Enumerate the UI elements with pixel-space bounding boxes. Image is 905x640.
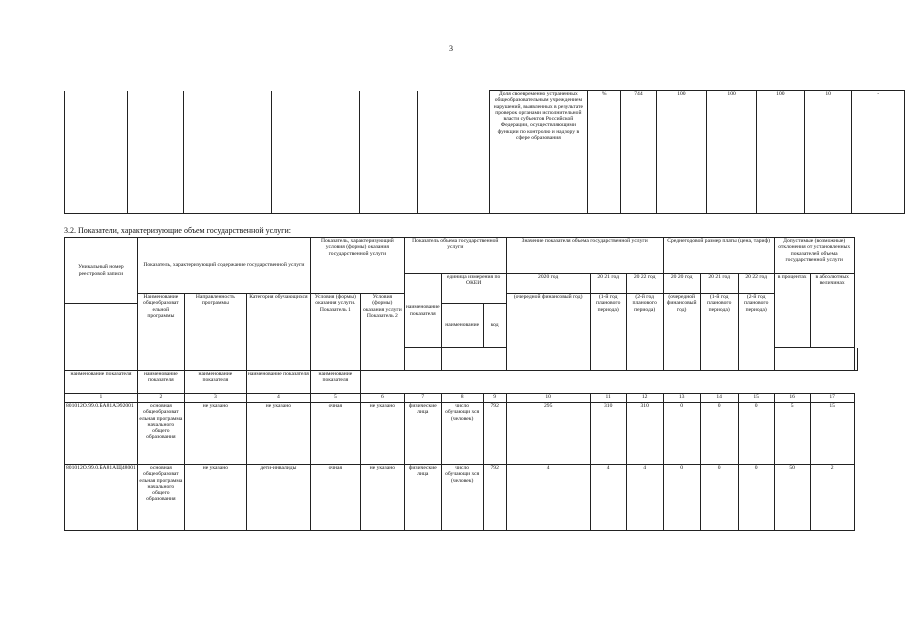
column-number: 8: [441, 394, 483, 403]
condition2-cell: не указано: [360, 403, 404, 465]
category-cell: не указано: [246, 403, 310, 465]
condition-name-1: наименование показателя: [246, 371, 310, 394]
price-2022-header: 20 22 год: [738, 274, 774, 294]
deviation-percent: 10: [804, 91, 852, 214]
value-2021: 100: [707, 91, 757, 214]
value-2020-cell: 295: [506, 403, 590, 465]
deviation-spacer: [854, 348, 857, 371]
condition-name-2: наименование показателя: [310, 371, 360, 394]
direction-cell: не указано: [184, 465, 246, 531]
price-2020-cell: 0: [663, 465, 700, 531]
unique-number-cell: 801012О.99.0.БА81АЩ48001: [65, 465, 138, 531]
code-cell: 792: [483, 403, 506, 465]
empty-cell: [359, 91, 417, 214]
deviation-absolute-cell: 2: [810, 465, 854, 531]
condition2-cell: не указано: [360, 465, 404, 531]
column-number: 4: [246, 394, 310, 403]
content-name-2: наименование показателя: [137, 371, 184, 394]
column-number: 9: [483, 394, 506, 403]
content-col1-header: Наименование общеобразоват ельной программы: [137, 294, 184, 371]
unit-spacer: [441, 348, 506, 371]
empty-cell: [417, 91, 489, 214]
deviation-group-header: Допустимые (возможные) отклонения от установленных показателей объема государственной услуги: [774, 238, 854, 274]
unique-number-header: Уникальный номер реестровой записи: [65, 238, 138, 304]
volume-name-spacer: [404, 348, 441, 371]
price-2022-sub-header: (2-й год планового периода): [738, 294, 774, 371]
price-2021-header: 20 21 год: [700, 274, 738, 294]
program-cell: основная общеобразоват ельная программа начального общего образования: [137, 403, 184, 465]
page-number: 3: [449, 44, 453, 53]
content-group-header: Показатель, характеризующий содержание государственной услуги: [137, 238, 310, 294]
value-2021-cell: 4: [590, 465, 626, 531]
column-number: 6: [360, 394, 404, 403]
year-2020-header: 2020 год: [506, 274, 590, 294]
deviation-percent-header: в процентах: [774, 274, 810, 348]
unit-okei-header: единица измерения по ОКЕИ: [441, 274, 506, 304]
deviation-percent-cell: 50: [774, 465, 810, 531]
okei-code: 744: [621, 91, 656, 214]
program-cell: основная общеобразоват ельная программа начального общего образования: [137, 465, 184, 531]
indicator-name: Доля своевременно устраненных общеобразовательным учреждением нарушений, выявленных в результате проверок органами исполнительной власти субъектов Российской Федерации, осуществляющими функции по контролю и надзору в сфере образования: [489, 91, 588, 214]
price-group-header: Среднегодовой размер платы (цена, тариф): [663, 238, 774, 274]
category-cell: дети-инвалиды: [246, 465, 310, 531]
price-2022-cell: 0: [738, 403, 774, 465]
deviation-absolute-cell: 15: [810, 403, 854, 465]
value-2020: 100: [656, 91, 707, 214]
column-number: 13: [663, 394, 700, 403]
value-2022: 100: [756, 91, 804, 214]
unit-cell: число обучающи хся (человек): [441, 465, 483, 531]
column-number: 15: [738, 394, 774, 403]
content-col2-header: Направленность программы: [184, 294, 246, 371]
price-2021-cell: 0: [700, 403, 738, 465]
header-row-names: [65, 371, 858, 394]
price-2021-sub-header: (1-й год планового периода): [700, 294, 738, 371]
year-2021-sub-header: (1-й год планового периода): [590, 294, 626, 371]
value-2022-cell: 4: [626, 465, 663, 531]
deviation-absolute-header: в абсолютных величинах: [810, 274, 854, 348]
deviation-percent-cell: 5: [774, 403, 810, 465]
unit-cell: число обучающи хся (человек): [441, 403, 483, 465]
column-numbers-row: [65, 394, 858, 403]
code-cell: 792: [483, 465, 506, 531]
unique-number-spacer: [65, 304, 138, 371]
value-2020-cell: 4: [506, 465, 590, 531]
column-number: 3: [184, 394, 246, 403]
column-number: 10: [506, 394, 590, 403]
unit-name-header: наименование: [441, 304, 483, 348]
year-2020-sub-header: (очередной финансовый год): [506, 294, 590, 371]
column-number: 17: [810, 394, 854, 403]
value-2021-cell: 310: [590, 403, 626, 465]
empty-cell: [128, 91, 184, 214]
conditions-group-header: Показатель, характеризующий условия (формы) оказания государственной услуги: [310, 238, 404, 294]
year-2022-header: 20 22 год: [626, 274, 663, 294]
price-2022-cell: 0: [738, 465, 774, 531]
table-row: [65, 403, 858, 465]
deviation-absolute: -: [852, 91, 905, 214]
table-row: [65, 91, 905, 214]
unit-code-header: код: [483, 304, 506, 348]
section-title: 3.2. Показатели, характеризующие объем государственной услуги:: [64, 226, 291, 235]
value-group-header: Значение показателя объема государственной услуги: [506, 238, 663, 274]
year-2021-header: 20 21 год: [590, 274, 626, 294]
unit-cell: %: [588, 91, 621, 214]
content-name-3: наименование показателя: [184, 371, 246, 394]
column-number: 7: [404, 394, 441, 403]
condition-col2-header: Условия (формы) оказания услуги Показатель 2: [360, 294, 404, 371]
table-row: [65, 465, 858, 531]
form-cell: очная: [310, 403, 360, 465]
unique-number-cell: 801012О.99.0.БА81АЭ92001: [65, 403, 138, 465]
quality-indicators-table-continuation: [64, 90, 905, 214]
empty-cell: [184, 91, 272, 214]
column-number: 14: [700, 394, 738, 403]
recipients-cell: физические лица: [404, 403, 441, 465]
column-number: 1: [65, 394, 138, 403]
recipients-cell: физические лица: [404, 465, 441, 531]
year-2022-sub-header: (2-й год планового периода): [626, 294, 663, 371]
empty-cell: [272, 91, 359, 214]
column-number: 2: [137, 394, 184, 403]
volume-name-header: наименование показателя: [404, 274, 441, 348]
content-name-1: наименование показателя: [65, 371, 138, 394]
values-spacer: [774, 348, 854, 371]
price-2021-cell: 0: [700, 465, 738, 531]
column-number: 5: [310, 394, 360, 403]
volume-indicators-table: [64, 237, 858, 531]
volume-group-header: Показатель объема государственной услуги: [404, 238, 506, 274]
price-2020-cell: 0: [663, 403, 700, 465]
condition-col1-header: Условия (формы) оказания услуги. Показатель 1: [310, 294, 360, 371]
value-2022-cell: 310: [626, 403, 663, 465]
content-col3-header: Категория обучающихся: [246, 294, 310, 371]
column-number: 16: [774, 394, 810, 403]
price-2020-sub-header: (очередной финансовый год): [663, 294, 700, 371]
column-number: 12: [626, 394, 663, 403]
price-2020-header: 20 20 год: [663, 274, 700, 294]
column-number: 11: [590, 394, 626, 403]
header-row-1: [65, 238, 858, 274]
direction-cell: не указано: [184, 403, 246, 465]
empty-cell: [65, 91, 128, 214]
form-cell: очная: [310, 465, 360, 531]
